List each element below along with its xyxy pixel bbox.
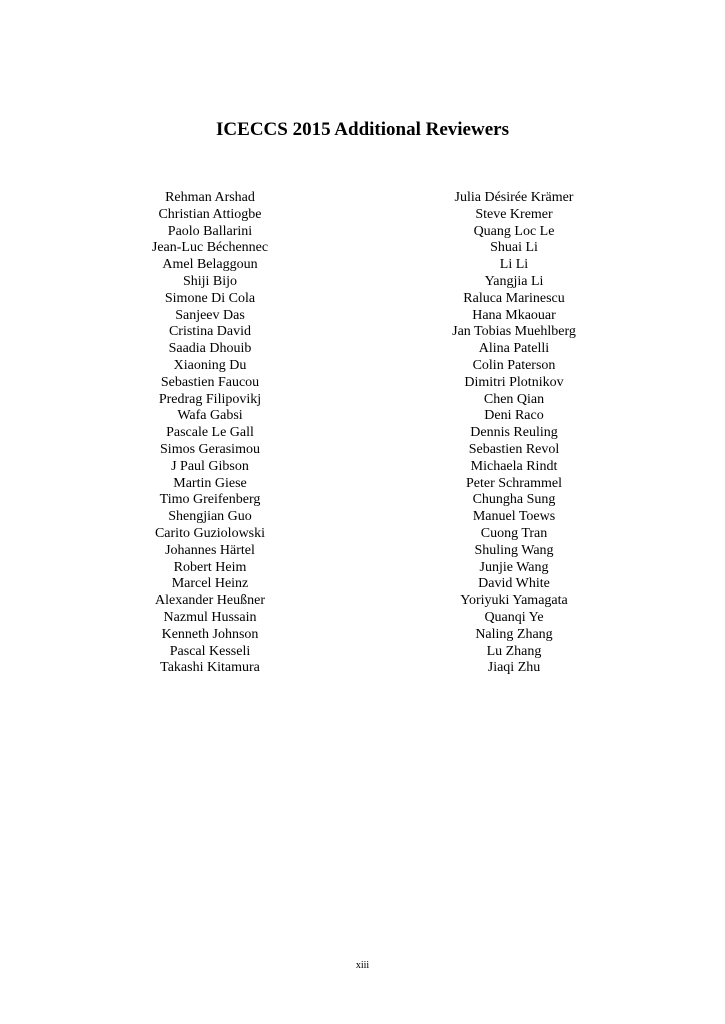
reviewer-name: Deni Raco xyxy=(484,408,544,424)
reviewer-name: Sebastien Faucou xyxy=(160,374,260,390)
reviewer-name: Martin Giese xyxy=(173,475,247,491)
reviewer-list-left xyxy=(80,190,340,677)
reviewer-name: Yangjia Li xyxy=(484,273,544,289)
reviewer-name: Johannes Härtel xyxy=(165,542,255,558)
reviewer-name: Takashi Kitamura xyxy=(160,660,260,676)
reviewer-name: Pascal Kesseli xyxy=(169,643,251,659)
page-number: xiii xyxy=(355,960,370,971)
reviewer-name: Wafa Gabsi xyxy=(177,408,243,424)
reviewer-name: Cristina David xyxy=(168,324,252,340)
reviewer-name: Jan Tobias Muehlberg xyxy=(452,324,576,340)
reviewer-name: Kenneth Johnson xyxy=(161,626,259,642)
reviewer-name: Junjie Wang xyxy=(479,559,549,575)
reviewer-name: Quanqi Ye xyxy=(484,609,544,625)
reviewer-name: Xiaoning Du xyxy=(173,357,247,373)
reviewer-name: J Paul Gibson xyxy=(171,458,249,474)
reviewer-name: Predrag Filipovikj xyxy=(158,391,262,407)
reviewer-name: Chen Qian xyxy=(483,391,545,407)
reviewer-name: Robert Heim xyxy=(173,559,247,575)
reviewer-name: Shiji Bijo xyxy=(182,273,238,289)
reviewer-name: Jean-Luc Béchennec xyxy=(151,240,269,256)
reviewer-name: Shengjian Guo xyxy=(168,509,252,525)
reviewer-name: Pascale Le Gall xyxy=(166,425,254,441)
reviewer-name: Nazmul Hussain xyxy=(163,609,257,625)
reviewer-list-right xyxy=(384,190,644,677)
reviewer-name: Michaela Rindt xyxy=(470,458,558,474)
reviewer-name: Saadia Dhouib xyxy=(168,341,252,357)
reviewer-name: Manuel Toews xyxy=(472,509,556,525)
reviewer-name: Quang Loc Le xyxy=(473,223,555,239)
reviewer-name: Hana Mkaouar xyxy=(472,307,556,323)
reviewer-name: David White xyxy=(478,576,550,592)
reviewer-name: Julia Désirée Krämer xyxy=(454,190,574,205)
reviewer-name: Amel Belaggoun xyxy=(162,257,258,273)
reviewer-name: Yoriyuki Yamagata xyxy=(460,593,568,609)
reviewer-name: Shuai Li xyxy=(490,240,538,256)
reviewer-name: Chungha Sung xyxy=(472,492,556,508)
reviewer-name: Steve Kremer xyxy=(475,206,553,222)
reviewer-name: Peter Schrammel xyxy=(465,475,563,491)
reviewer-name: Lu Zhang xyxy=(486,643,542,659)
reviewer-name: Cuong Tran xyxy=(480,525,548,541)
reviewer-name: Dennis Reuling xyxy=(470,425,558,441)
reviewer-name: Paolo Ballarini xyxy=(167,223,253,239)
reviewer-name: Timo Greifenberg xyxy=(159,492,261,508)
reviewer-name: Li Li xyxy=(499,257,529,273)
reviewer-name: Raluca Marinescu xyxy=(463,290,565,306)
reviewer-name: Dimitri Plotnikov xyxy=(464,374,564,390)
reviewer-name: Simos Gerasimou xyxy=(160,441,260,457)
reviewer-name: Alexander Heußner xyxy=(154,593,265,609)
reviewer-name: Sanjeev Das xyxy=(175,307,245,323)
reviewer-columns xyxy=(0,190,725,690)
reviewer-name: Jiaqi Zhu xyxy=(487,660,541,676)
reviewer-name: Shuling Wang xyxy=(474,542,554,558)
page-title: ICECCS 2015 Additional Reviewers xyxy=(216,119,509,140)
reviewer-name: Rehman Arshad xyxy=(165,190,255,205)
reviewer-name: Sebastien Revol xyxy=(468,441,560,457)
reviewer-name: Simone Di Cola xyxy=(164,290,256,306)
reviewer-name: Alina Patelli xyxy=(478,341,550,357)
reviewer-name: Marcel Heinz xyxy=(171,576,249,592)
reviewer-name: Colin Paterson xyxy=(472,357,556,373)
reviewer-name: Christian Attiogbe xyxy=(158,206,262,222)
reviewer-name: Naling Zhang xyxy=(475,626,553,642)
reviewer-name: Carito Guziolowski xyxy=(154,525,266,541)
